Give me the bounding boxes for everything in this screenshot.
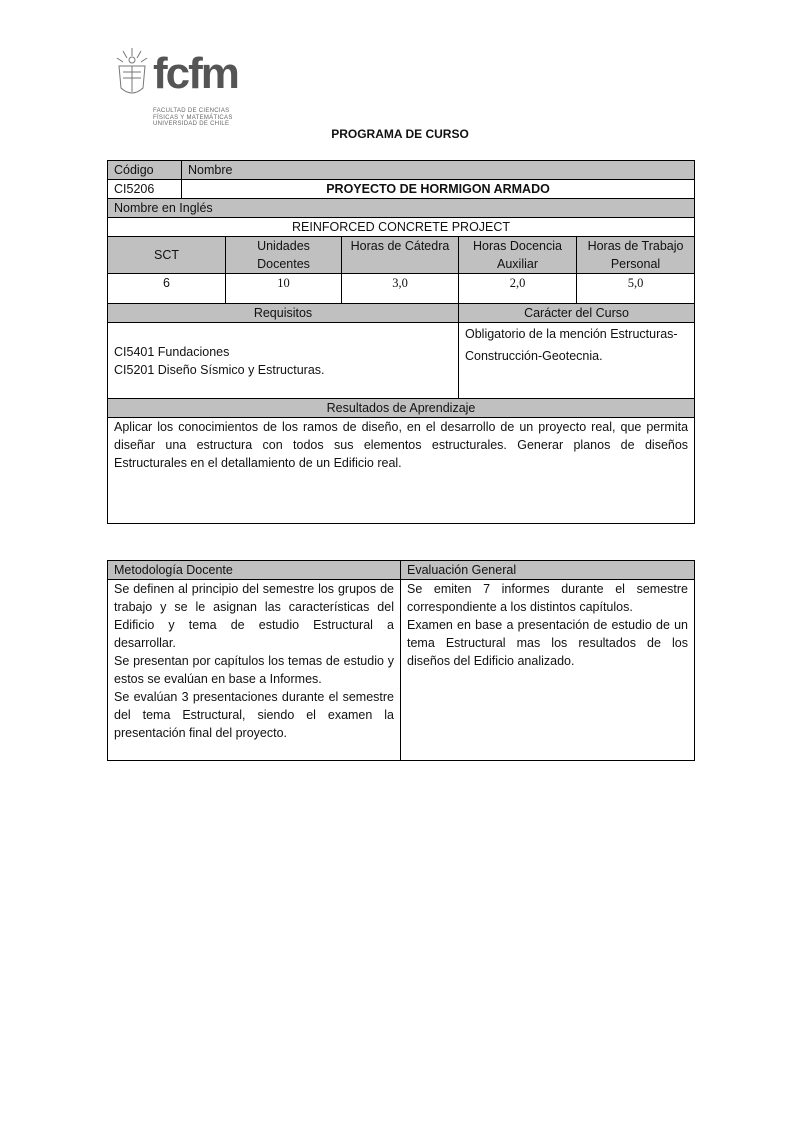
course-info-table	[107, 160, 695, 524]
course-name: PROYECTO DE HORMIGON ARMADO	[182, 180, 695, 199]
english-name-label: Nombre en Inglés	[108, 199, 695, 218]
requisito-item: CI5201 Diseño Sísmico y Estructuras.	[114, 362, 325, 377]
brand-wordmark: fcfm	[153, 49, 238, 98]
horas-auxiliar-header: Horas Docencia Auxiliar	[459, 237, 577, 274]
horas-catedra-header: Horas de Cátedra	[342, 237, 459, 274]
code-label: Código	[108, 161, 182, 180]
sct-header: SCT	[108, 237, 226, 274]
caracter-label: Carácter del Curso	[459, 304, 695, 323]
horas-personal-header: Horas de Trabajo Personal	[577, 237, 695, 274]
requisitos-list	[108, 323, 459, 399]
methodology-table	[107, 560, 695, 761]
metodologia-text	[108, 580, 401, 761]
faculty-subtitle: FACULTAD DE CIENCIAS FÍSICAS Y MATEMÁTICAS UNIVERSIDAD DE CHILE	[153, 108, 233, 127]
requisitos-label: Requisitos	[108, 304, 459, 323]
sct-value: 6	[108, 274, 226, 304]
evaluacion-paragraph: Examen en base a presentación de estudio de un tema Estructural mas los resultados de los diseños del Edificio analizado.	[407, 618, 688, 668]
metodologia-paragraph: Se presentan por capítulos los temas de estudio y estos se evalúan en base a Informes.	[114, 654, 394, 686]
english-name: REINFORCED CONCRETE PROJECT	[108, 218, 695, 237]
name-label: Nombre	[182, 161, 695, 180]
unidades-value: 10	[226, 274, 342, 304]
university-seal-icon	[113, 46, 151, 104]
evaluacion-label: Evaluación General	[401, 561, 695, 580]
metodologia-paragraph: Se evalúan 3 presentaciones durante el semestre del tema Estructural, siendo el examen la presentación final del proyecto.	[114, 690, 394, 740]
resultados-label: Resultados de Aprendizaje	[108, 399, 695, 418]
faculty-logo	[113, 46, 253, 131]
requisito-item: CI5401 Fundaciones	[114, 344, 230, 359]
metodologia-paragraph: Se definen al principio del semestre los grupos de trabajo y se le asignan las características del Edificio y tema de estudio Estructural a desarrollar.	[114, 582, 394, 650]
resultados-text: Aplicar los conocimientos de los ramos de diseño, en el desarrollo de un proyecto real, que permita diseñar una estructura con todos sus elementos estructurales. Generar planos de diseños Estructurales en el detallamiento de un Edificio real.	[108, 418, 695, 524]
caracter-text: Obligatorio de la mención Estructuras-Construcción-Geotecnia.	[459, 323, 695, 399]
evaluacion-paragraph: Se emiten 7 informes durante el semestre correspondiente a los distintos capítulos.	[407, 582, 688, 614]
horas-auxiliar-value: 2,0	[459, 274, 577, 304]
horas-catedra-value: 3,0	[342, 274, 459, 304]
evaluacion-text	[401, 580, 695, 761]
document-title: PROGRAMA DE CURSO	[331, 127, 469, 141]
horas-personal-value: 5,0	[577, 274, 695, 304]
unidades-header: Unidades Docentes	[226, 237, 342, 274]
metodologia-label: Metodología Docente	[108, 561, 401, 580]
course-code: CI5206	[108, 180, 182, 199]
